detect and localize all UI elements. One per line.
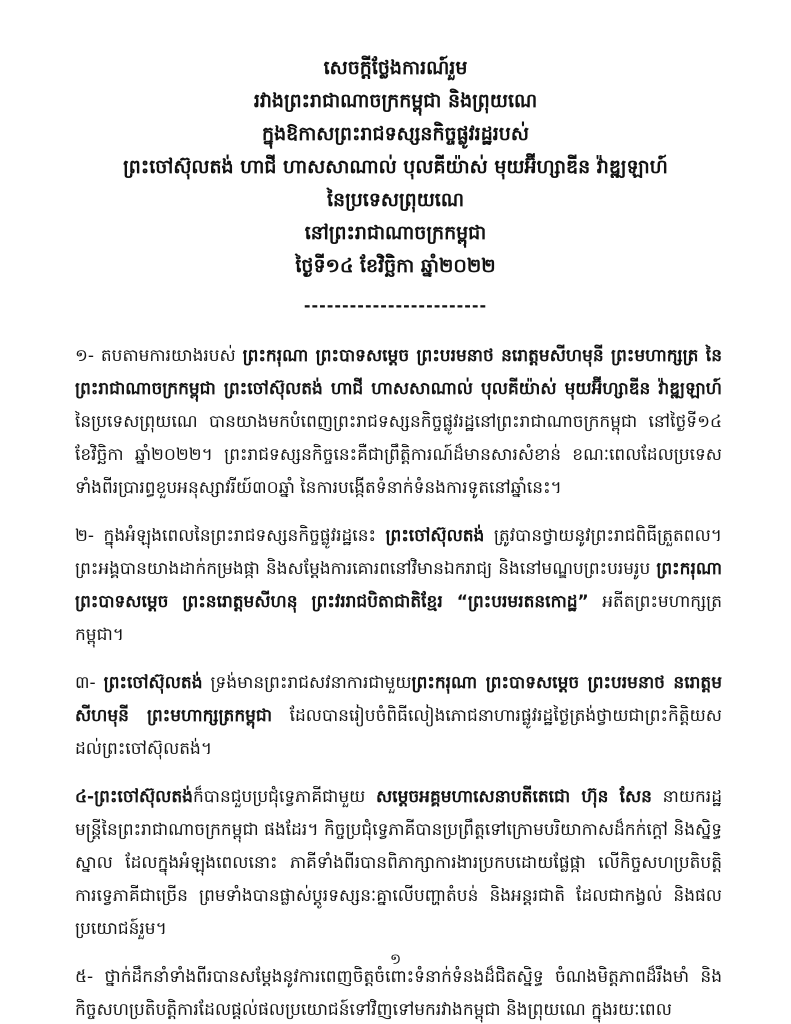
body-text-segment: ៥- ថ្នាក់ដឹកនាំទាំងពីរបានសម្តែងនូវការពេញចិត្តចំពោះទំនាក់ទំនងដ៏ជិតស្និទ្ធ ចំណងមិត្តភាពដ៏រឹងមាំ និងកិច្ចសហប្រតិបត្តិការដែលផ្តល់ផលប្រយោជន៍ទៅវិញទៅមករវាងកម្ពុជា និងព្រុយណេ ក្នុងរយៈពេល [75, 967, 722, 1020]
document-body [0, 322, 791, 1024]
body-text-segment: នៃប្រទេសព្រុយណេ បានយាងមកបំពេញព្រះរាជទស្សនកិច្ចផ្លូវរដ្ឋនៅព្រះរាជាណាចក្រកម្ពុជា នៅថ្ងៃទី១៤ ខែវិច្ឆិកា ឆ្នាំ២០២២។ ព្រះរាជទស្សនកិច្ចនេះគឺជាព្រឹត្តិការណ៍ដ៏មានសារសំខាន់ ខណៈពេលដែលប្រទេសទាំងពីរប្រារព្ធខួបអនុស្សាវរីយ៍៣០ឆ្នាំ នៃការបង្កើតទំនាក់ទំនងការទូតនៅឆ្នាំនេះ។ [75, 412, 722, 498]
body-text-segment: ២- ក្នុងអំឡុងពេលនៃព្រះរាជទស្សនកិច្ចផ្លូវរដ្ឋនេះ [75, 526, 386, 546]
page-footer [0, 949, 791, 972]
page-number: ១ [389, 950, 402, 968]
title-line: ព្រះចៅស៊ុលតង់ ហាជី ហាសសាណាល់ បុលគីយ៉ាស់ មុយអ៊ីហ្សាឌីន វ៉ាឌ្ឍឡាហ៍ [123, 156, 668, 178]
title-line: សេចក្តីថ្លែងការណ៍រួម [323, 57, 468, 79]
title-line: ក្នុងឱកាសព្រះរាជទស្សនកិច្ចផ្លូវរដ្ឋរបស់ [262, 123, 529, 145]
body-text-segment: ទ្រង់មានព្រះរាជសវនាការជាមួយ [202, 673, 412, 693]
bold-text-segment: ព្រះករុណា ព្រះបាទសម្តេច ព្រះបរមនាថ នរោត្តមសីហមុនី ព្រះមហាក្សត្រ នៃព្រះរាជាណាចក្រកម្ពុជា ព្រះចៅស៊ុលតង់ ហាជី ហាសសាណាល់ បុលគីយ៉ាស់ មុយអ៊ីហ្សាឌីន វ៉ាឌ្ឍឡាហ៍ [75, 346, 722, 399]
title-line: នៃប្រទេសព្រុយណេ [326, 189, 465, 211]
bold-text-segment: ព្រះចៅស៊ុលតង់ [103, 673, 203, 693]
body-text-segment: នាយករដ្ឋមន្ត្រីនៃព្រះរាជាណាចក្រកម្ពុជា ផងដែរ។ កិច្ចប្រជុំទ្វេភាគីបានប្រព្រឹត្តទៅក្រោមបរិយាកាសដ៏កក់ក្តៅ និងស្និទ្ធស្នាល ដែលក្នុងអំឡុងពេលនោះ ភាគីទាំងពីរបានពិភាក្សាការងារប្រកបដោយផ្លែផ្កា លើកិច្ចសហប្រតិបត្តិការទ្វេភាគីជាច្រើន ព្រមទាំងបានផ្លាស់ប្តូរទស្សនៈគ្នាលើបញ្ហាតំបន់ និងអន្តរជាតិ ដែលជាកង្វល់ និងផលប្រយោជន៍រួម។ [75, 787, 722, 939]
document-title [0, 52, 791, 283]
body-text-segment: ត្រូវបានថ្វាយនូវព្រះរាជពិធីត្រួតពល។ ព្រះអង្គបានយាងដាក់កម្រងផ្កា និងសម្តែងការគោរពនៅវិមានឯករាជ្យ និងនៅមណ្ឌបព្រះបរមរូប [75, 526, 722, 579]
title-line: នៅព្រះរាជាណាចក្រកម្ពុជា [304, 222, 487, 244]
separator-line: ------------------------ [303, 296, 488, 315]
bold-text-segment: ៤-ព្រះចៅស៊ុលតង់ [75, 787, 193, 807]
body-text-segment: ដែលបានរៀបចំពិធីលៀងភោជនាហារផ្លូវរដ្ឋថ្ងៃត្រង់ថ្វាយជាព្រះកិត្តិយសដល់ព្រះចៅស៊ុលតង់។ [75, 706, 722, 759]
bold-text-segment: សម្តេចអគ្គមហាសេនាបតីតេជោ ហ៊ុន សែន [375, 787, 652, 807]
body-text-segment: ១- តបតាមការយាងរបស់ [75, 346, 243, 366]
title-line: ថ្ងៃទី១៤ ខែវិច្ឆិកា ឆ្នាំ២០២២ [295, 255, 496, 277]
paragraph [75, 340, 722, 505]
bold-text-segment: ព្រះចៅស៊ុលតង់ [385, 526, 485, 546]
body-text-segment: ក៏បានជួបប្រជុំទ្វេភាគីជាមួយ [192, 787, 376, 807]
paragraph [75, 781, 722, 946]
body-text-segment: ៣- [75, 673, 104, 693]
paragraph [75, 520, 722, 652]
paragraph [75, 667, 722, 766]
bold-text-segment: ព្រះករុណា ព្រះបាទសម្តេច ព្រះនរោត្តមសីហនុ ព្រះវររាជបិតាជាតិខ្មែរ “ព្រះបរមរតនកោដ្ឋ” [75, 559, 722, 612]
document-header [0, 0, 791, 322]
body-text-segment: អតីតព្រះមហាក្សត្រកម្ពុជា។ [75, 592, 722, 645]
title-line: រវាងព្រះរាជាណាចក្រកម្ពុជា និងព្រុយណេ [253, 90, 538, 112]
bold-text-segment: ព្រះករុណា ព្រះបាទសម្តេច ព្រះបរមនាថ នរោត្តមសីហមុនី ព្រះមហាក្សត្រកម្ពុជា [75, 673, 722, 726]
